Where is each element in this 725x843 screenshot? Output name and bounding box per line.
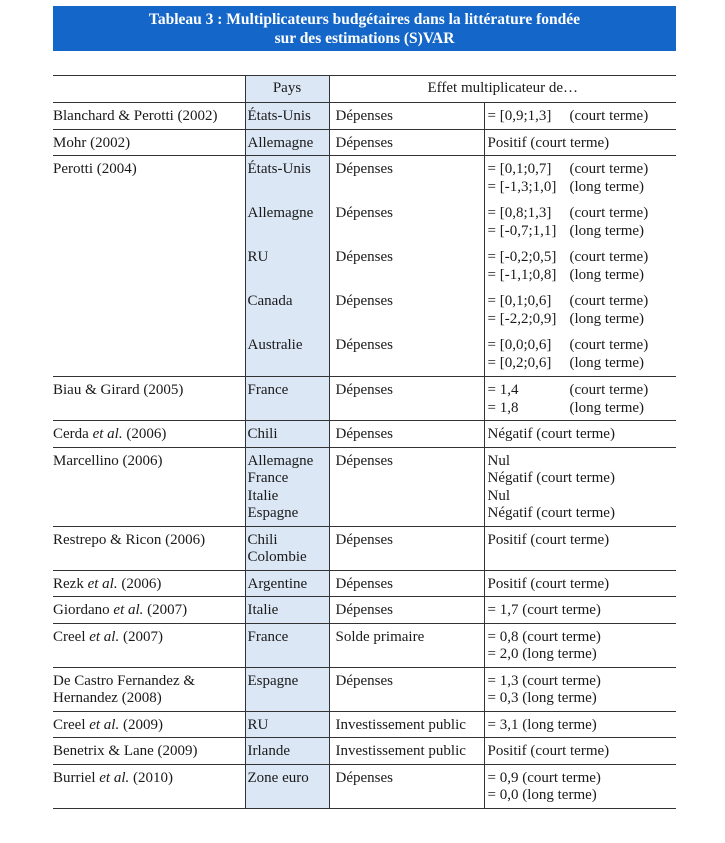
author-name: Giordano (53, 602, 114, 618)
type-line: Dépenses (335, 602, 393, 618)
effect-value: Négatif (court terme) (487, 426, 615, 442)
author-line: Restrepo & Ricon (2006) (53, 531, 206, 548)
effect-line (488, 223, 677, 241)
effect-line (488, 179, 677, 197)
table-title-line-2: sur des estimations (S)VAR (274, 29, 455, 47)
pays-cell (245, 597, 329, 624)
effect-line (488, 532, 677, 550)
author-year: (2007) (143, 602, 188, 618)
pays-block (248, 624, 329, 650)
author-text (53, 624, 245, 650)
effect-horizon: (court terme) (569, 382, 649, 398)
author-text (53, 377, 245, 403)
effect-line (488, 673, 677, 691)
author-line: Biau & Girard (2005) (53, 382, 184, 398)
pays-line: France (247, 382, 289, 398)
table-row (53, 738, 676, 765)
effect-value: Négatif (court terme) (487, 505, 615, 521)
effect-line (488, 293, 677, 311)
pays-cell (245, 447, 329, 526)
type-line: Dépenses (335, 108, 393, 124)
table-row (53, 103, 676, 130)
author-text (53, 421, 245, 447)
effect-value: = 0,0 (long terme) (487, 787, 597, 803)
effect-line (488, 646, 677, 664)
table-row (53, 377, 676, 421)
effect-line (488, 267, 677, 285)
table-row (53, 526, 676, 570)
type-cell (329, 103, 484, 130)
effect-value: = [-2,2;0,9] (487, 310, 557, 327)
effect-line (488, 453, 677, 471)
author-etal: et al. (99, 769, 130, 786)
type-line: Dépenses (335, 337, 393, 353)
effect-block (488, 332, 677, 376)
author-year: (2007) (119, 628, 163, 645)
pays-block (248, 130, 329, 156)
effect-value: = 0,8 (court terme) (487, 628, 601, 645)
pays-cell (245, 129, 329, 156)
pays-block (248, 527, 329, 570)
type-line: Solde primaire (335, 628, 425, 645)
type-block (336, 527, 484, 553)
type-block (336, 712, 484, 738)
type-cell (329, 526, 484, 570)
author-year: (2010) (129, 769, 173, 786)
effect-line (488, 108, 677, 126)
effect-line (488, 249, 677, 267)
pays-block (248, 332, 329, 376)
effect-value: Positif (court terme) (487, 743, 610, 759)
author-text (53, 571, 245, 597)
pays-line: Argentine (247, 575, 308, 592)
table-row (53, 623, 676, 667)
effect-value: = 3,1 (long terme) (487, 716, 597, 733)
table-row (53, 711, 676, 738)
effect-block (488, 765, 677, 808)
pays-line: Colombie (247, 549, 307, 565)
author-text (53, 597, 245, 623)
pays-line: RU (247, 249, 269, 265)
pays-block (248, 597, 329, 623)
table-title-line-1: Tableau 3 : Multiplicateurs budgétaires dans la littérature fondée (148, 10, 581, 28)
effect-cell (484, 526, 676, 570)
author-text (53, 448, 245, 474)
effect-cell (484, 738, 676, 765)
pays-block (248, 712, 329, 738)
type-block (336, 103, 484, 129)
effect-value: = [0,8;1,3] (487, 205, 552, 221)
pays-line: Allemagne (247, 205, 314, 221)
author-cell (53, 421, 245, 448)
pays-block (248, 738, 329, 764)
pays-line: Espagne (247, 505, 299, 521)
multiplier-table (53, 75, 676, 809)
pays-line: Italie (247, 602, 279, 618)
effect-horizon: (long terme) (569, 178, 645, 195)
effect-block (488, 668, 677, 711)
author-line (53, 717, 245, 735)
effect-value: = [0,0;0,6] (487, 337, 552, 353)
pays-line: États-Unis (247, 161, 311, 177)
effect-cell (484, 667, 676, 711)
effect-line (488, 311, 677, 329)
effect-cell (484, 103, 676, 130)
effect-value: Nul (487, 487, 510, 504)
type-cell (329, 597, 484, 624)
type-block (336, 421, 484, 447)
type-line: Dépenses (335, 672, 393, 689)
pays-line: Italie (247, 487, 279, 504)
effect-cell (484, 570, 676, 597)
effect-value: = 1,4 (487, 382, 519, 398)
author-text (53, 103, 245, 129)
type-block (336, 448, 484, 474)
type-block (336, 765, 484, 791)
author-cell (53, 738, 245, 765)
pays-line: Canada (247, 293, 293, 309)
effect-value: = [-0,7;1,1] (487, 222, 557, 239)
pays-line: Allemagne (247, 134, 314, 151)
effect-cell (484, 764, 676, 808)
effect-line (488, 787, 677, 805)
pays-cell (245, 738, 329, 765)
type-cell (329, 711, 484, 738)
effect-horizon: (long terme) (569, 222, 645, 239)
author-year: (2006) (122, 426, 167, 442)
effect-block (488, 527, 677, 553)
pays-line: Chili (247, 531, 278, 548)
type-line: Dépenses (335, 426, 393, 442)
type-cell (329, 129, 484, 156)
pays-cell (245, 764, 329, 808)
effect-line (488, 161, 677, 179)
table-title (53, 6, 676, 51)
effect-horizon: (court terme) (569, 337, 649, 353)
type-cell (329, 738, 484, 765)
header-author (53, 76, 245, 103)
author-text (53, 130, 245, 156)
header-pays: Pays (245, 76, 329, 103)
pays-block (248, 668, 329, 694)
effect-block (488, 624, 677, 667)
type-line: Dépenses (335, 382, 393, 398)
table-row (53, 447, 676, 526)
effect-cell (484, 421, 676, 448)
author-line: Marcellino (2006) (53, 452, 163, 469)
pays-cell (245, 103, 329, 130)
pays-block (248, 765, 329, 791)
pays-cell (245, 421, 329, 448)
effect-block (488, 738, 677, 764)
effect-line (488, 743, 677, 761)
effect-value: = [0,9;1,3] (487, 108, 552, 124)
type-block (336, 332, 484, 376)
type-cell (329, 377, 484, 421)
pays-block (248, 244, 329, 288)
type-line: Dépenses (335, 161, 393, 177)
effect-line (488, 382, 677, 400)
pays-line: France (247, 470, 289, 486)
table-row (53, 156, 676, 377)
author-line: Mohr (2002) (53, 134, 131, 151)
effect-block (488, 130, 677, 156)
table-header-row (53, 76, 676, 103)
author-etal: et al. (113, 602, 144, 618)
type-block (336, 668, 484, 694)
effect-value: = [0,1;0,7] (487, 161, 552, 177)
pays-cell (245, 526, 329, 570)
effect-cell (484, 623, 676, 667)
effect-line (488, 505, 677, 523)
pays-line: RU (247, 716, 269, 733)
table-row (53, 597, 676, 624)
author-text (53, 765, 245, 791)
type-line: Investissement public (335, 743, 466, 759)
author-etal: et al. (92, 426, 123, 442)
author-cell (53, 526, 245, 570)
author-text (53, 156, 245, 182)
effect-line (488, 770, 677, 788)
effect-value: Positif (court terme) (487, 531, 610, 548)
type-line: Dépenses (335, 205, 393, 221)
pays-block (248, 448, 329, 526)
pays-block (248, 200, 329, 244)
pays-cell (245, 570, 329, 597)
effect-block (488, 597, 677, 623)
author-cell (53, 667, 245, 711)
author-line (53, 576, 245, 594)
type-block (336, 288, 484, 332)
author-cell (53, 156, 245, 377)
author-name: Cerda (53, 426, 93, 442)
author-name: Rezk (53, 575, 88, 592)
effect-value: = [-0,2;0,5] (487, 249, 557, 265)
effect-line (488, 400, 677, 418)
effect-value: Positif (court terme) (487, 134, 610, 151)
table-row (53, 570, 676, 597)
effect-line (488, 205, 677, 223)
effect-value: Nul (487, 452, 510, 469)
pays-cell (245, 667, 329, 711)
effect-line (488, 717, 677, 735)
effect-block (488, 200, 677, 244)
pays-line: Irlande (247, 743, 290, 759)
type-line: Investissement public (335, 716, 466, 733)
type-line: Dépenses (335, 249, 393, 265)
effect-value: = 2,0 (long terme) (487, 646, 597, 662)
effect-block (488, 103, 677, 129)
effect-cell (484, 447, 676, 526)
pays-cell (245, 711, 329, 738)
effect-value: = 1,3 (court terme) (487, 672, 601, 689)
author-text (53, 668, 245, 711)
effect-horizon: (court terme) (569, 108, 649, 124)
pays-line: Chili (247, 426, 278, 442)
effect-value: = 1,7 (court terme) (487, 602, 601, 618)
author-cell (53, 377, 245, 421)
effect-value: = 0,3 (long terme) (487, 690, 597, 706)
type-block (336, 200, 484, 244)
effect-cell (484, 377, 676, 421)
pays-block (248, 103, 329, 129)
pays-line: Allemagne (247, 452, 314, 469)
type-cell (329, 623, 484, 667)
author-cell (53, 129, 245, 156)
effect-cell (484, 711, 676, 738)
effect-value: = 1,8 (487, 399, 519, 416)
effect-line (488, 355, 677, 373)
type-cell (329, 764, 484, 808)
type-line: Dépenses (335, 293, 393, 309)
author-cell (53, 570, 245, 597)
effect-horizon: (long terme) (569, 266, 645, 283)
author-text (53, 527, 245, 553)
author-etal: et al. (89, 628, 120, 645)
author-year: (2006) (117, 575, 162, 592)
type-block (336, 738, 484, 764)
author-name: Creel (53, 716, 90, 733)
pays-cell (245, 623, 329, 667)
type-block (336, 244, 484, 288)
effect-value: = [0,1;0,6] (487, 293, 552, 309)
author-line (53, 426, 245, 444)
effect-block (488, 571, 677, 597)
author-cell (53, 623, 245, 667)
effect-cell (484, 597, 676, 624)
header-effet: Effet multiplicateur de… (329, 76, 676, 103)
type-block (336, 377, 484, 403)
type-cell (329, 421, 484, 448)
author-line (53, 602, 245, 620)
author-name: Burriel (53, 769, 100, 786)
author-cell (53, 597, 245, 624)
pays-cell (245, 156, 329, 377)
effect-line (488, 337, 677, 355)
effect-line (488, 690, 677, 708)
type-cell (329, 156, 484, 377)
type-line: Dépenses (335, 134, 393, 151)
pays-cell (245, 377, 329, 421)
effect-cell (484, 156, 676, 377)
effect-line (488, 576, 677, 594)
type-block (336, 156, 484, 200)
author-text (53, 712, 245, 738)
author-line (53, 770, 245, 788)
author-cell (53, 764, 245, 808)
type-block (336, 571, 484, 597)
pays-line: France (247, 628, 289, 645)
effect-horizon: (long terme) (569, 354, 645, 371)
table-row (53, 129, 676, 156)
pays-line: États-Unis (247, 108, 311, 124)
effect-block (488, 712, 677, 738)
author-etal: et al. (89, 716, 120, 733)
author-line: De Castro Fernandez & (53, 672, 196, 689)
type-line: Dépenses (335, 575, 393, 592)
table-body (53, 103, 676, 809)
effect-value: Positif (court terme) (487, 575, 610, 592)
pays-block (248, 156, 329, 200)
author-name: Creel (53, 628, 90, 645)
effect-block (488, 448, 677, 526)
pays-block (248, 288, 329, 332)
effect-horizon: (court terme) (569, 249, 649, 265)
effect-value: = [-1,3;1,0] (487, 178, 557, 195)
author-cell (53, 711, 245, 738)
effect-horizon: (long terme) (569, 399, 645, 416)
author-cell (53, 103, 245, 130)
effect-line (488, 602, 677, 620)
type-cell (329, 667, 484, 711)
pays-line: Espagne (247, 672, 299, 689)
type-line: Dépenses (335, 769, 393, 786)
author-text (53, 738, 245, 764)
type-line: Dépenses (335, 531, 393, 548)
author-line: Hernandez (2008) (53, 690, 162, 706)
type-block (336, 597, 484, 623)
type-cell (329, 447, 484, 526)
table-row (53, 667, 676, 711)
author-line: Perotti (2004) (53, 161, 137, 177)
pays-line: Zone euro (247, 769, 309, 786)
author-line: Benetrix & Lane (2009) (53, 743, 198, 759)
effect-block (488, 377, 677, 420)
effect-horizon: (court terme) (569, 293, 649, 309)
effect-block (488, 421, 677, 447)
effect-horizon: (court terme) (569, 205, 649, 221)
effect-line (488, 470, 677, 488)
effect-value: Négatif (court terme) (487, 470, 615, 486)
effect-horizon: (court terme) (569, 161, 649, 177)
type-block (336, 624, 484, 650)
effect-value: = 0,9 (court terme) (487, 769, 601, 786)
author-line (53, 629, 245, 647)
effect-value: = [0,2;0,6] (487, 354, 552, 371)
table-row (53, 421, 676, 448)
type-line: Dépenses (335, 452, 393, 469)
author-year: (2009) (119, 716, 163, 733)
pays-block (248, 571, 329, 597)
effect-block (488, 288, 677, 332)
pays-line: Australie (247, 337, 303, 353)
effect-value: = [-1,1;0,8] (487, 266, 557, 283)
pays-block (248, 421, 329, 447)
author-etal: et al. (87, 575, 118, 592)
effect-block (488, 244, 677, 288)
type-cell (329, 570, 484, 597)
type-block (336, 130, 484, 156)
table-row (53, 764, 676, 808)
effect-line (488, 488, 677, 506)
effect-cell (484, 129, 676, 156)
effect-line (488, 629, 677, 647)
pays-block (248, 377, 329, 403)
author-line: Blanchard & Perotti (2002) (53, 108, 218, 124)
effect-block (488, 156, 677, 200)
effect-horizon: (long terme) (569, 310, 645, 327)
author-cell (53, 447, 245, 526)
effect-line (488, 135, 677, 153)
effect-line (488, 426, 677, 444)
